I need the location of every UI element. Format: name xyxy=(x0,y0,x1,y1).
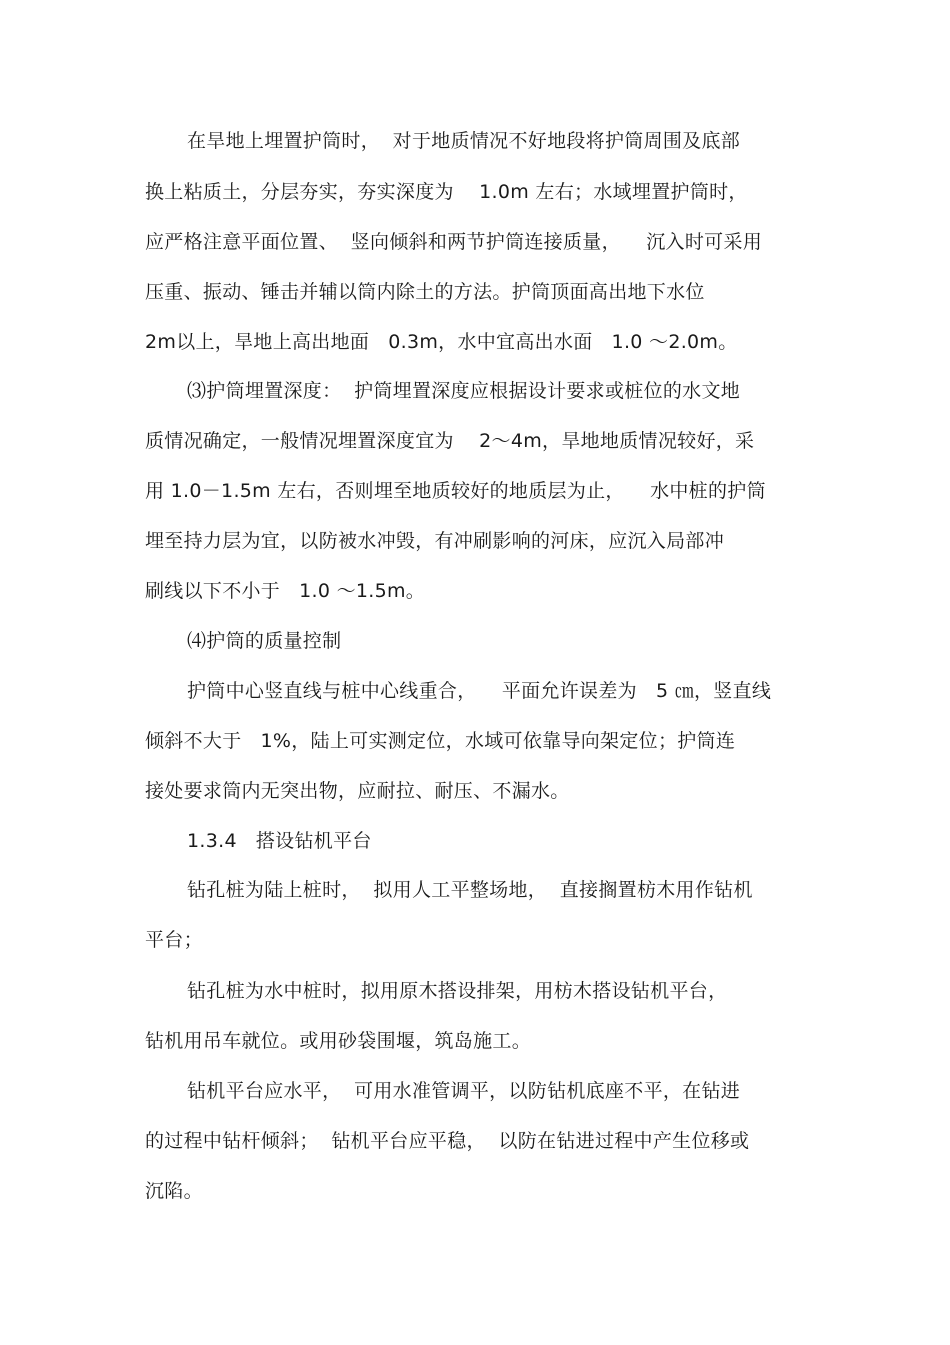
paragraph-line: 护筒中心竖直线与桩中心线重合， 平面允许误差为 5 ㎝，竖直线 xyxy=(187,680,772,702)
section-heading: 1.3.4 搭设钻机平台 xyxy=(187,830,372,852)
paragraph-line: 倾斜不大于 1%，陆上可实测定位，水域可依靠导向架定位；护筒连 xyxy=(145,730,736,752)
paragraph-line: 的过程中钻杆倾斜； 钻机平台应平稳， 以防在钻进过程中产生位移或 xyxy=(145,1130,750,1152)
paragraph-line: 刷线以下不小于 1.0 ～1.5m。 xyxy=(145,580,426,602)
paragraph-line: 钻孔桩为陆上桩时， 拟用人工平整场地， 直接搁置枋木用作钻机 xyxy=(187,879,753,901)
paragraph-line: 换上粘质土，分层夯实，夯实深度为 1.0m 左右；水域埋置护筒时， xyxy=(145,181,748,203)
paragraph-line: 在旱地上埋置护筒时， 对于地质情况不好地段将护筒周围及底部 xyxy=(187,130,741,152)
paragraph-line: 用 1.0－1.5m 左右，否则埋至地质较好的地质层为止， 水中桩的护筒 xyxy=(145,480,766,502)
paragraph-line: 压重、振动、锤击并辅以筒内除土的方法。护筒顶面高出地下水位 xyxy=(145,281,705,303)
paragraph-line: 接处要求筒内无突出物，应耐拉、耐压、不漏水。 xyxy=(145,780,570,802)
paragraph-line: 沉陷。 xyxy=(145,1180,203,1202)
paragraph-line: 钻机平台应水平， 可用水准管调平，以防钻机底座不平，在钻进 xyxy=(187,1080,741,1102)
paragraph-line: 质情况确定，一般情况埋置深度宜为 2～4m，旱地地质情况较好，采 xyxy=(145,430,755,452)
paragraph-line: 钻机用吊车就位。或用砂袋围堰，筑岛施工。 xyxy=(145,1030,532,1052)
paragraph-line: 钻孔桩为水中桩时，拟用原木搭设排架，用枋木搭设钻机平台， xyxy=(187,980,728,1002)
paragraph-line: ⑶护筒埋置深度： 护筒埋置深度应根据设计要求或桩位的水文地 xyxy=(187,380,741,402)
paragraph-line: 应严格注意平面位置、 竖向倾斜和两节护筒连接质量， 沉入时可采用 xyxy=(145,231,763,253)
paragraph-line: 埋至持力层为宜，以防被水冲毁，有冲刷影响的河床，应沉入局部冲 xyxy=(145,530,725,552)
section-heading: ⑷护筒的质量控制 xyxy=(187,630,342,652)
paragraph-line: 2m以上，旱地上高出地面 0.3m，水中宜高出水面 1.0 ～2.0m。 xyxy=(145,331,738,353)
paragraph-line: 平台； xyxy=(145,929,203,951)
